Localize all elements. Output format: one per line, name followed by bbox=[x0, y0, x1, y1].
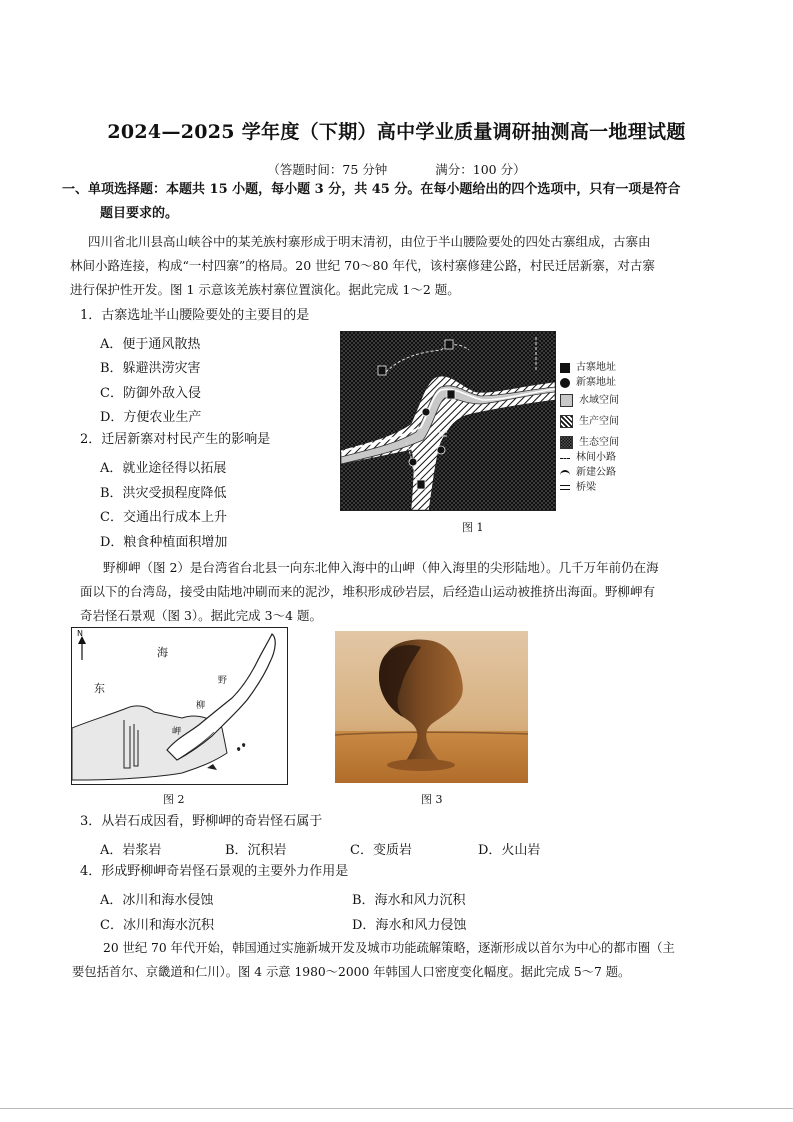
old-village-icon bbox=[560, 363, 570, 373]
q1-option-b[interactable]: B．躲避洪涝灾害 bbox=[100, 361, 201, 376]
passage2-line2: 面以下的台湾岛，接受由陆地冲刷而来的泥沙，堆积形成砂岩层，后经造山运动被推挤出海面。野柳岬有 bbox=[80, 584, 656, 599]
q3-option-d[interactable]: D．火山岩 bbox=[478, 843, 541, 858]
legend-old-village: 古寨地址 bbox=[560, 360, 670, 375]
q4-stem: 4．形成野柳岬奇岩怪石景观的主要外力作用是 bbox=[80, 864, 349, 879]
exam-info bbox=[0, 160, 793, 178]
label-east: 东 bbox=[94, 682, 105, 695]
figure3-photo bbox=[335, 631, 528, 783]
figure1-caption: 图 1 bbox=[462, 521, 484, 534]
path-icon bbox=[560, 458, 570, 459]
legend-bridge: 桥梁 bbox=[560, 480, 670, 495]
new-village-icon bbox=[560, 378, 570, 388]
passage1-line3: 进行保护性开发。图 1 示意该羌族村寨位置演化。据此完成 1～2 题。 bbox=[70, 282, 460, 297]
figure2-map-graphic bbox=[72, 628, 287, 784]
production-icon bbox=[560, 415, 573, 428]
section1-heading-line2: 题目要求的。 bbox=[100, 206, 179, 221]
legend-water: 水域空间 bbox=[560, 393, 670, 408]
q2-stem: 2．迁居新寨对村民产生的影响是 bbox=[80, 432, 271, 447]
north-label: N bbox=[77, 629, 83, 638]
q4-option-b[interactable]: B．海水和风力沉积 bbox=[352, 893, 466, 908]
figure1-map-graphic bbox=[341, 332, 555, 510]
passage1-line2: 林间小路连接，构成“一村四寨”的格局。20 世纪 70～80 年代，该村寨修建公路，村民迁居新寨，对古寨 bbox=[70, 258, 655, 273]
passage2-line3: 奇岩怪石景观（图 3）。据此完成 3～4 题。 bbox=[80, 608, 323, 623]
legend-new-village: 新寨地址 bbox=[560, 375, 670, 390]
q2-option-c[interactable]: C．交通出行成本上升 bbox=[100, 510, 227, 525]
page-title: 2024—2025 学年度（下期）高中学业质量调研抽测高一地理试题 bbox=[107, 121, 686, 143]
bridge-icon bbox=[560, 485, 570, 490]
passage3-line2: 要包括首尔、京畿道和仁川）。图 4 示意 1980～2000 年韩国人口密度变化幅度。据此完成 5～7 题。 bbox=[72, 965, 631, 979]
legend-production: 生产空间 bbox=[560, 414, 670, 429]
q2-option-b[interactable]: B．洪灾受损程度降低 bbox=[100, 486, 227, 501]
q1-option-c[interactable]: C．防御外敌入侵 bbox=[100, 386, 201, 401]
figure1-legend bbox=[560, 360, 670, 495]
q3-stem: 3．从岩石成因看，野柳岬的奇岩怪石属于 bbox=[80, 814, 323, 829]
label-cape-1: 岬 bbox=[172, 727, 182, 737]
water-icon bbox=[560, 394, 573, 407]
q3-option-c[interactable]: C．变质岩 bbox=[350, 843, 412, 858]
legend-path: 林间小路 bbox=[560, 450, 670, 465]
q1-option-d[interactable]: D．方便农业生产 bbox=[100, 410, 202, 425]
label-sea: 海 bbox=[157, 646, 168, 659]
q3-option-a[interactable]: A．岩浆岩 bbox=[100, 843, 162, 858]
figure3-caption: 图 3 bbox=[421, 793, 443, 806]
q4-option-d[interactable]: D．海水和风力侵蚀 bbox=[352, 918, 467, 933]
figure1-map bbox=[340, 331, 556, 511]
exam-time: （答题时间：75 分钟 bbox=[267, 162, 388, 177]
q1-stem: 1．古寨选址半山腰险要处的主要目的是 bbox=[80, 308, 310, 323]
ecology-icon bbox=[560, 436, 573, 449]
exam-score: 满分：100 分） bbox=[435, 162, 526, 177]
q2-option-a[interactable]: A．就业途径得以拓展 bbox=[100, 461, 227, 476]
passage3-line1: 20 世纪 70 年代开始，韩国通过实施新城开发及城市功能疏解策略，逐渐形成以首尔为中心的都市圈（主 bbox=[103, 941, 675, 955]
label-cape-2: 柳 bbox=[196, 701, 206, 711]
q4-option-c[interactable]: C．冰川和海水沉积 bbox=[100, 918, 214, 933]
legend-ecology: 生态空间 bbox=[560, 435, 670, 450]
q2-option-d[interactable]: D．粮食种植面积增加 bbox=[100, 535, 228, 550]
q1-option-a[interactable]: A．便于通风散热 bbox=[100, 337, 201, 352]
passage2-line1: 野柳岬（图 2）是台湾省台北县一向东北伸入海中的山岬（伸入海里的尖形陆地）。几千万年前仍在海 bbox=[103, 560, 659, 575]
q3-option-b[interactable]: B．沉积岩 bbox=[225, 843, 287, 858]
queen-head-rock-image bbox=[335, 631, 528, 783]
figure2-map bbox=[71, 627, 288, 785]
road-icon bbox=[560, 470, 570, 476]
page-footer-divider bbox=[0, 1108, 793, 1109]
q4-option-a[interactable]: A．冰川和海水侵蚀 bbox=[100, 893, 214, 908]
label-cape-3: 野 bbox=[218, 676, 228, 686]
legend-road: 新建公路 bbox=[560, 465, 670, 480]
section1-heading-line1: 一、单项选择题：本题共 15 小题，每小题 3 分，共 45 分。在每小题给出的四个选项中，只有一项是符合 bbox=[62, 182, 681, 197]
figure2-caption: 图 2 bbox=[163, 793, 185, 806]
passage1-line1: 四川省北川县高山峡谷中的某羌族村寨形成于明末清初，由位于半山腰险要处的四处古寨组成，古寨由 bbox=[88, 234, 651, 249]
